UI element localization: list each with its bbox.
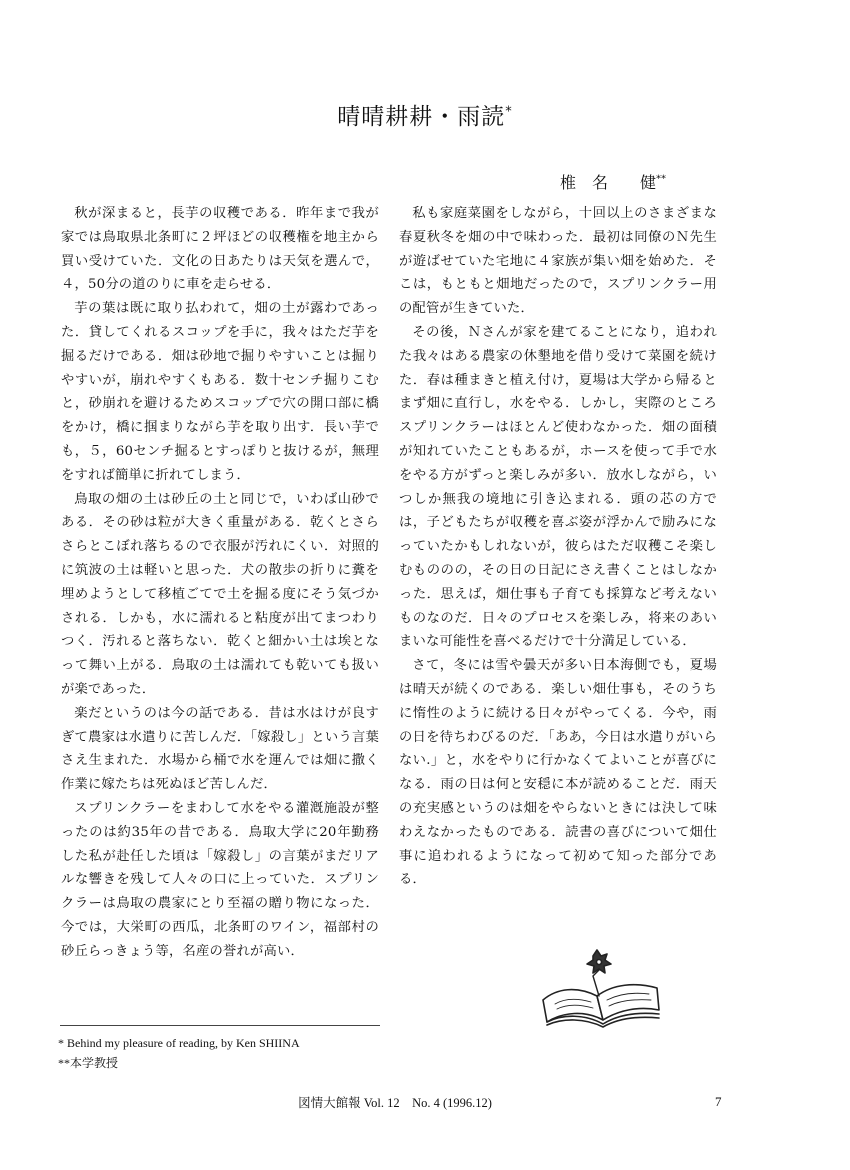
paragraph: さて，冬には雪や曇天が多い日本海側でも，夏場は晴天が続くのである．楽しい畑仕事も，そのうちに惰性のように続ける日々がやってくる．今や，雨の日を待ちわびるのだ．「ああ，今日は水遣りがいらない.」と，水をやりに行かなくてよいことが喜びになる．雨の日は何と安穏に本が読めることだ．雨天の充実感というのは畑をやらないときには決して味わえなかったものである．読書の喜びについて畑仕事に追われるようになって初めて知った部分である． <box>399 658 717 888</box>
paragraph: 楽だというのは今の話である．昔は水はけが良すぎて農家は水遣りに苦しんだ．「嫁殺し」という言葉さえ生まれた．水場から桶で水を運んでは畑に撒く作業に嫁たちは死ぬほど苦しんだ． <box>61 705 379 793</box>
footnote-author: **本学教授 <box>58 1056 119 1070</box>
article-title-text: 晴晴耕耕・雨読 <box>337 104 506 130</box>
right-column <box>399 202 717 892</box>
article-title <box>0 98 850 131</box>
page-number: 7 <box>715 1094 722 1109</box>
paragraph: 芋の葉は既に取り払われて，畑の土が露わであった．貸してくれるスコップを手に，我々はただ芋を掘るだけである．畑は砂地で掘りやすいことは掘りやすいが，崩れやすくもある．数十センチ掘りこむと，砂崩れを避けるためスコップで穴の開口部に橋をかけ，橋に掴まりながら芋を取り出す．長い芋でも，５，60センチ掘るとすっぽりと抜けるが，無理をすれば簡単に折れてしまう． <box>61 301 379 483</box>
journal-footer: 図情大館報 Vol. 12 No. 4 (1996.12) <box>298 1096 492 1110</box>
footnote-divider <box>60 1025 380 1026</box>
open-book-illustration-icon <box>535 948 665 1028</box>
left-column <box>61 202 379 964</box>
paragraph: その後，Ｎさんが家を建てることになり，追われた我々はある農家の休墾地を借り受けて菜園を続けた．春は種まきと植え付け，夏場は大学から帰るとまず畑に直行し，水をやる．しかし，実際のところスプリンクラーはほとんど使わなかった．畑の面積が知れていたこともあるが，ホースを使って手で水をやる方がずっと楽しみが多い．放水しながら，いつしか無我の境地に引き込まれる．頭の芯の方では，子どもたちが収穫を喜ぶ姿が浮かんで励みになっていたかもしれないが，彼らはただ収穫こそ楽しむもののの，その日の日記にさえ書くことはしなかった．思えば，畑仕事も子育ても採算など考えないものなのだ．日々のプロセスを楽しみ，将来のあいまいな可能性を喜べるだけで十分満足している． <box>399 324 717 650</box>
paragraph: 鳥取の畑の土は砂丘の土と同じで，いわば山砂である．その砂は粒が大きく重量がある．乾くとさらさらとこぼれ落ちるので衣服が汚れにくい．対照的に筑波の土は軽いと思った．犬の散歩の折りに糞を埋めようとして移植ごてで土を掘る度にそう気づかされる．しかも，水に濡れると粘度が出てまつわりつく．汚れると落ちない．乾くと細かい土は埃となって舞い上がる．鳥取の土は濡れても乾いても扱いが楽であった． <box>61 491 379 697</box>
paragraph: スプリンクラーをまわして水をやる灌漑施設が整ったのは約35年の昔である．鳥取大学に20年勤務した私が赴任した頃は「嫁殺し」の言葉がまだリアルな響きを残して人々の口に上っていた．スプリンクラーは鳥取の農家にとり至福の贈り物になった．今では，大栄町の西瓜，北条町のワイン，福部村の砂丘らっきょう等，名産の誉れが高い． <box>61 800 379 959</box>
paragraph: 秋が深まると，長芋の収穫である．昨年まで我が家では鳥取県北条町に２坪ほどの収穫権を地主から買い受けていた．文化の日あたりは天気を選んで，４，50分の道のりに車を走らせる． <box>61 206 379 293</box>
footnotes <box>58 1033 398 1073</box>
title-footnote-mark: * <box>505 104 513 120</box>
paragraph: 私も家庭菜園をしながら，十回以上のさまざまな春夏秋冬を畑の中で味わった．最初は同僚のＮ先生が遊ばせていた宅地に４家族が集い畑を始めた．そこは，もともと畑地だったので，スプリンクラー用の配管が生きていた． <box>399 206 717 317</box>
footnote-title: * Behind my pleasure of reading, by Ken SHIINA <box>58 1036 300 1050</box>
author-line <box>560 170 750 193</box>
author-footnote-mark: ** <box>656 173 667 185</box>
author-name: 椎 名 健 <box>560 173 657 192</box>
